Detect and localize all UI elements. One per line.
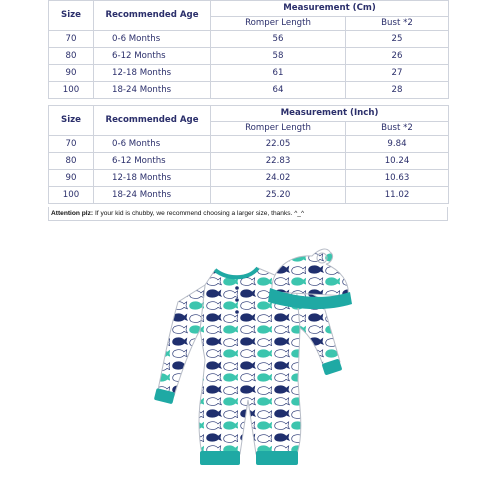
cell-bust: 27 <box>346 65 449 82</box>
cell-length: 24.02 <box>211 170 346 187</box>
cell-age: 0-6 Months <box>94 31 211 48</box>
header-measurement: Measurement (Inch) <box>211 106 449 122</box>
cell-age: 18-24 Months <box>94 187 211 204</box>
header-measurement: Measurement (Cm) <box>211 1 449 17</box>
cell-length: 58 <box>211 48 346 65</box>
header-age: Recommended Age <box>94 1 211 31</box>
cell-age: 6-12 Months <box>94 153 211 170</box>
cell-length: 61 <box>211 65 346 82</box>
table-row <box>49 65 449 82</box>
cell-length: 64 <box>211 82 346 99</box>
cell-length: 56 <box>211 31 346 48</box>
header-romper-length: Romper Length <box>211 17 346 31</box>
attention-label: Attention plz: <box>51 210 94 217</box>
table-row <box>49 136 449 153</box>
cell-size: 70 <box>49 136 94 153</box>
header-age: Recommended Age <box>94 106 211 136</box>
cell-age: 0-6 Months <box>94 136 211 153</box>
table-row <box>49 82 449 99</box>
size-table-cm <box>48 0 449 99</box>
table-row <box>49 187 449 204</box>
cell-length: 22.83 <box>211 153 346 170</box>
cell-bust: 9.84 <box>346 136 449 153</box>
header-bust: Bust *2 <box>346 17 449 31</box>
header-romper-length: Romper Length <box>211 122 346 136</box>
cell-size: 80 <box>49 48 94 65</box>
cell-size: 100 <box>49 82 94 99</box>
whale-romper-and-hat-icon <box>0 240 500 500</box>
cell-bust: 26 <box>346 48 449 65</box>
attention-note <box>48 207 448 221</box>
table-row <box>49 170 449 187</box>
header-bust: Bust *2 <box>346 122 449 136</box>
cell-size: 90 <box>49 170 94 187</box>
header-size: Size <box>49 1 94 31</box>
cell-size: 70 <box>49 31 94 48</box>
cell-bust: 10.63 <box>346 170 449 187</box>
cell-size: 90 <box>49 65 94 82</box>
header-size: Size <box>49 106 94 136</box>
cell-age: 18-24 Months <box>94 82 211 99</box>
cell-age: 12-18 Months <box>94 170 211 187</box>
table-row <box>49 31 449 48</box>
cell-bust: 28 <box>346 82 449 99</box>
cell-age: 12-18 Months <box>94 65 211 82</box>
cell-bust: 10.24 <box>346 153 449 170</box>
cell-bust: 11.02 <box>346 187 449 204</box>
cell-length: 25.20 <box>211 187 346 204</box>
cell-age: 6-12 Months <box>94 48 211 65</box>
product-image <box>0 240 500 500</box>
table-row <box>49 153 449 170</box>
size-table-inch <box>48 105 449 204</box>
attention-text: If your kid is chubby, we recommend choosing a larger size, thanks. ^_^ <box>93 210 305 217</box>
cell-length: 22.05 <box>211 136 346 153</box>
cell-size: 80 <box>49 153 94 170</box>
table-row <box>49 48 449 65</box>
cell-size: 100 <box>49 187 94 204</box>
cell-bust: 25 <box>346 31 449 48</box>
